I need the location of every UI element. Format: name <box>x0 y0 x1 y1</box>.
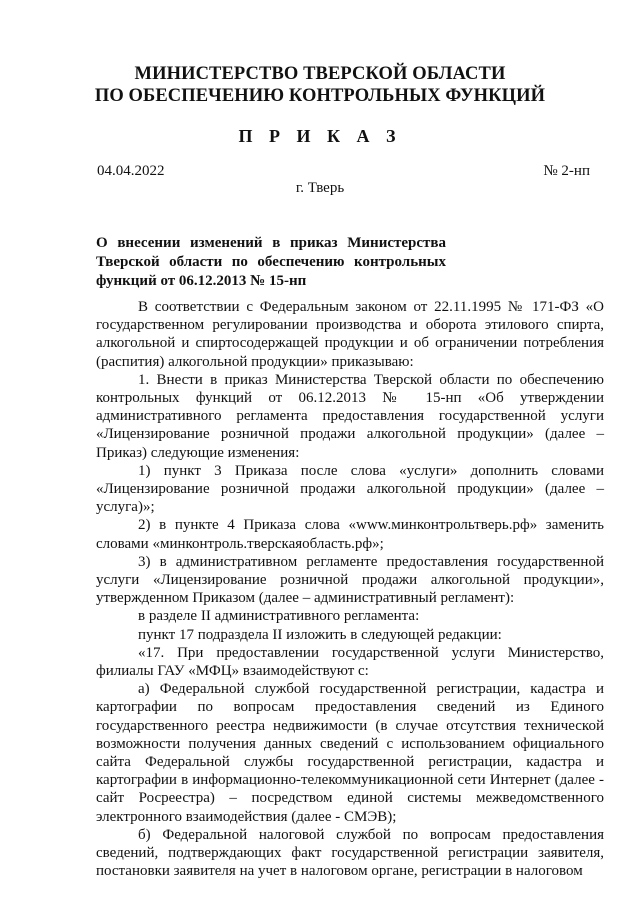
paragraph: пункт 17 подраздела II изложить в следующей редакции: <box>138 626 502 643</box>
paragraph: 1. Внести в приказ Министерства Тверской области по обеспечению контрольных функций от 06.12.2013 № 15-нп «Об утверждении административного регламента предоставления государственной услуги «Лицензирование розничной продажи алкогольной продукции» (далее – Приказ) следующие изменения: <box>96 371 604 461</box>
document-subject: О внесении изменений в приказ Министерства Тверской области по обеспечению контрольных функций от 06.12.2013 № 15-нп <box>96 235 446 289</box>
paragraph: 3) в административном регламенте предоставления государственной услуги «Лицензирование розничной продажи алкогольной продукции», утвержденном Приказом (далее – административный регламент): <box>96 553 604 607</box>
paragraph: 2) в пункте 4 Приказа слова «www.минконтрольтверь.рф» заменить словами «минконтроль.тверскаяобласть.рф»; <box>96 517 604 552</box>
paragraph: в разделе II административного регламента: <box>138 608 420 625</box>
paragraph: б) Федеральной налоговой службой по вопросам предоставления сведений, подтверждающих факт государственной регистрации заявителя, постановки заявителя на учет в налоговом органе, регистрации в налоговом <box>96 826 604 880</box>
document-city: г. Тверь <box>295 180 345 196</box>
paragraph: «17. При предоставлении государственной услуги Министерство, филиалы ГАУ «МФЦ» взаимодействуют с: <box>96 644 604 680</box>
ministry-name-line2: ПО ОБЕСПЕЧЕНИЮ КОНТРОЛЬНЫХ ФУНКЦИЙ <box>94 86 546 106</box>
paragraph: В соответствии с Федеральным законом от 22.11.1995 № 171-ФЗ «О государственном регулировании производства и оборота этилового спирта, алкогольной и спиртосодержащей продукции и об ограничении потребления (распития) алкогольной продукции» приказываю: <box>96 299 604 370</box>
document-type: П Р И К А З <box>238 126 402 146</box>
ministry-name-line1: МИНИСТЕРСТВО ТВЕРСКОЙ ОБЛАСТИ <box>134 64 506 84</box>
document-date: 04.04.2022 <box>97 163 165 179</box>
document-body <box>96 298 604 881</box>
document-number: № 2-нп <box>543 163 590 179</box>
paragraph: 1) пункт 3 Приказа после слова «услуги» дополнить словами «Лицензирование розничной продажи алкогольной продукции» (далее – услуга)»; <box>96 462 604 516</box>
paragraph: а) Федеральной службой государственной регистрации, кадастра и картографии по вопросам предоставления сведений из Единого государственного реестра недвижимости (в случае отсутствия технической возможности получения данных сведений с использованием официального сайта Федеральной службы государственной регистрации, кадастра и картографии в информационно-телекоммуникационной сети Интернет (далее - сайт Росреестра) – посредством единой системы межведомственного электронного взаимодействия (далее - СМЭВ); <box>96 681 604 825</box>
